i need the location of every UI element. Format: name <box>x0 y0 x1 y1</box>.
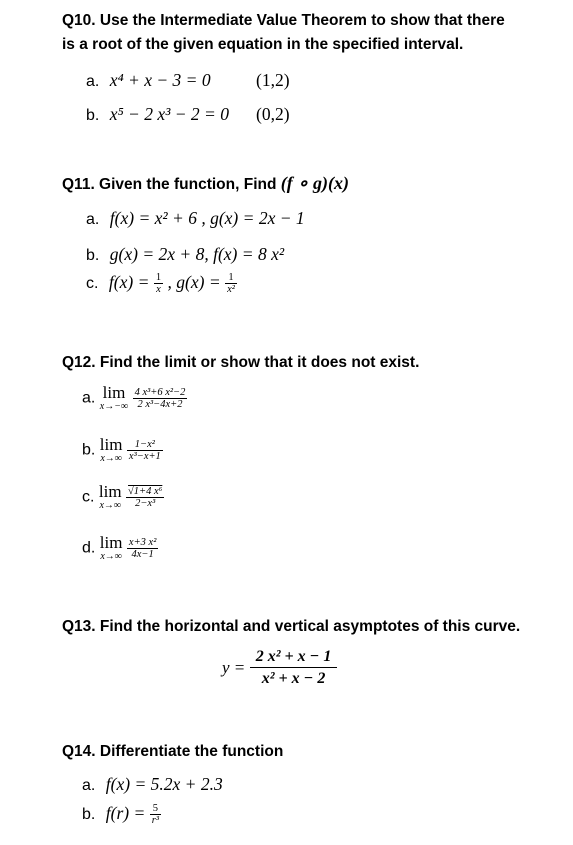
item-label: c. <box>86 275 99 293</box>
q13-equation <box>222 649 337 687</box>
item-label: a. <box>82 389 96 407</box>
item-label: c. <box>82 488 95 506</box>
q10-item-b <box>86 104 229 125</box>
q14-item-b <box>82 803 161 827</box>
fraction <box>126 486 164 510</box>
item-label: b. <box>82 806 96 824</box>
denominator: 2 x³−4x+2 <box>137 398 183 410</box>
fraction <box>150 803 161 827</box>
item-label: a. <box>86 211 100 228</box>
q12-item-b <box>82 437 163 464</box>
fraction <box>127 439 163 463</box>
fraction <box>250 649 338 687</box>
q12-item-c <box>82 484 164 511</box>
numerator: √1+4 x⁶ <box>128 485 163 497</box>
equation: x⁵ − 2 x³ − 2 = 0 <box>109 104 229 124</box>
equation: f(x) = 5.2x + 2.3 <box>105 774 223 794</box>
q11-title-text: Q11. Given the function, Find <box>62 176 277 193</box>
denominator: r³ <box>151 815 159 827</box>
item-label: d. <box>82 539 96 557</box>
fraction <box>133 387 188 411</box>
item-label: a. <box>82 777 96 794</box>
denominator: 2−x³ <box>135 497 156 509</box>
limit <box>100 385 128 412</box>
numerator: 2 x² + x − 1 <box>250 649 338 668</box>
q10-title-line2: is a root of the given equation in the specified interval. <box>62 36 464 53</box>
denominator: 4x−1 <box>131 548 154 560</box>
q10-title-line1: Q10. Use the Intermediate Value Theorem to show that there <box>62 12 505 29</box>
equation: f(x) = x² + 6 , g(x) = 2x − 1 <box>109 208 305 228</box>
q12-title: Q12. Find the limit or show that it does not exist. <box>62 354 420 371</box>
equation: , g(x) = <box>167 272 221 293</box>
numerator: 1−x² <box>127 439 163 451</box>
equation: g(x) = 2x + 8, f(x) = 8 x² <box>109 244 285 264</box>
lim-word: lim <box>99 533 123 552</box>
numerator: 5 <box>150 803 161 815</box>
fraction <box>154 272 163 296</box>
denominator: x <box>156 284 161 296</box>
limit <box>100 535 123 562</box>
equation: f(r) = <box>105 803 146 824</box>
q14-item-a <box>82 774 223 795</box>
q11-item-c <box>86 272 237 296</box>
lim-word: lim <box>99 435 123 454</box>
lim-subscript: x→∞ <box>100 551 122 562</box>
lim-subscript: x→−∞ <box>99 401 129 412</box>
equation: f(x) = <box>108 272 150 293</box>
q11-item-b <box>86 244 284 265</box>
denominator: x² + x − 2 <box>261 669 326 687</box>
item-label: a. <box>86 73 100 90</box>
q13-title: Q13. Find the horizontal and vertical asymptotes of this curve. <box>62 618 521 635</box>
item-label: b. <box>82 441 96 459</box>
item-label: b. <box>86 247 100 264</box>
q12-item-d <box>82 535 158 562</box>
q10-interval-a: (1,2) <box>256 70 290 90</box>
limit <box>99 484 122 511</box>
numerator: x+3 x² <box>128 536 157 548</box>
q11-title <box>62 171 349 197</box>
denominator: x³−x+1 <box>128 450 161 462</box>
q10-interval-b: (0,2) <box>256 104 290 124</box>
lim-subscript: x→∞ <box>100 453 122 464</box>
q14-title: Q14. Differentiate the function <box>62 743 284 760</box>
numerator: 1 <box>155 272 162 283</box>
lim-word: lim <box>98 482 122 501</box>
limit <box>100 437 123 464</box>
fraction <box>127 537 158 561</box>
numerator: 1 <box>225 272 237 284</box>
equation: x⁴ + x − 3 = 0 <box>109 70 211 90</box>
q11-item-a <box>86 208 305 229</box>
lim-word: lim <box>102 383 126 402</box>
denominator: x² <box>227 284 235 296</box>
fraction <box>225 272 237 296</box>
q12-item-a <box>82 385 187 412</box>
numerator: 4 x³+6 x²−2 <box>134 386 186 398</box>
item-label: b. <box>86 107 100 124</box>
q10-title <box>62 9 505 57</box>
q11-title-math: (f ∘ g)(x) <box>280 173 349 193</box>
q10-item-a <box>86 70 211 91</box>
equation-lhs: y = <box>222 658 246 678</box>
lim-subscript: x→∞ <box>99 500 122 511</box>
